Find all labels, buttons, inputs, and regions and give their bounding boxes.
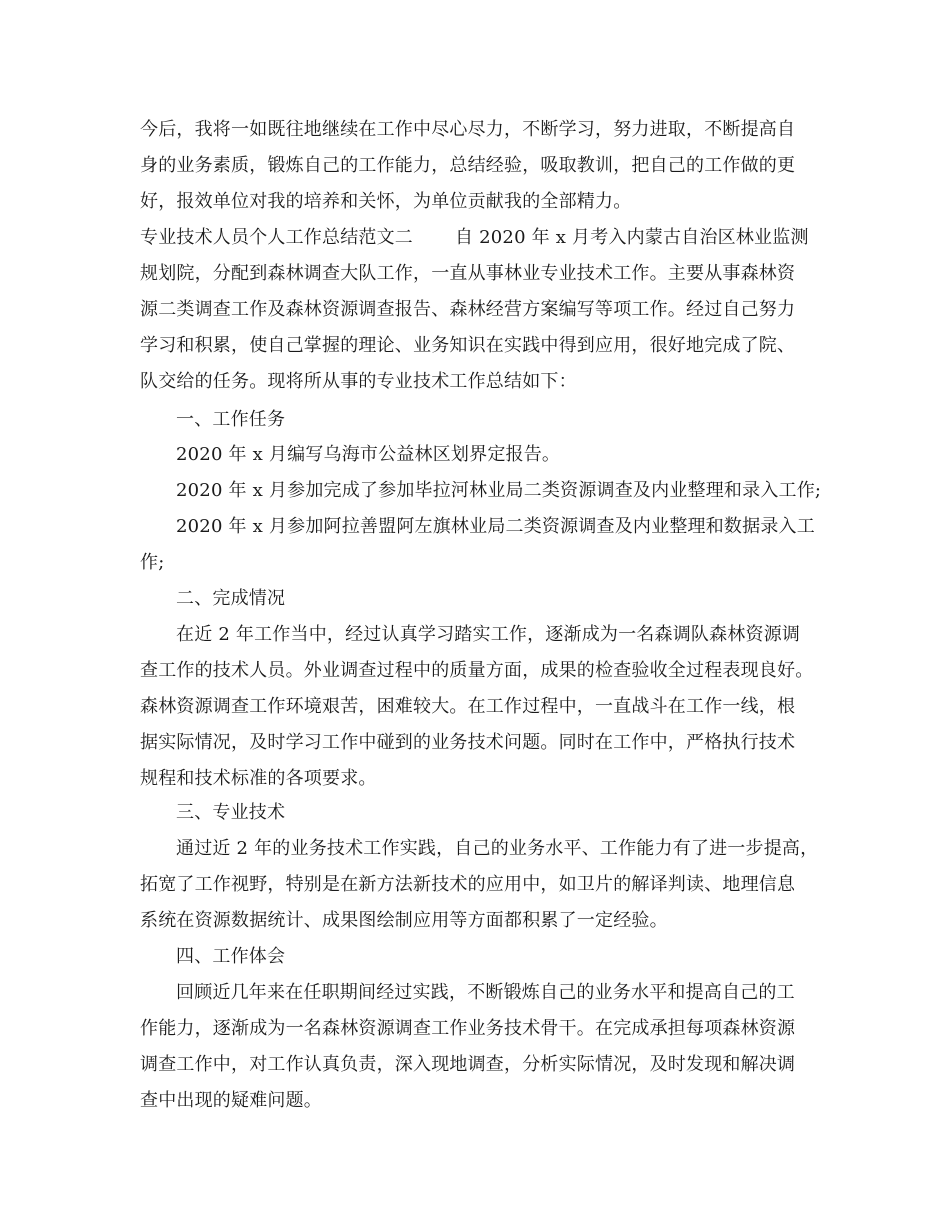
intro-first-line: 自 2020 年 x 月考入内蒙古自治区林业监测 xyxy=(455,227,809,248)
task-line: 2020 年 x 月参加完成了参加毕拉河林业局二类资源调查及内业整理和录入工作; xyxy=(176,480,822,501)
paragraph-line: 回顾近几年来在任职期间经过实践，不断锻炼自己的业务水平和提高自己的工 xyxy=(176,982,795,1003)
paragraph-line: 森林资源调查工作环境艰苦，困难较大。在工作过程中，一直战斗在工作一线，根 xyxy=(140,696,796,717)
section-heading: 一、工作任务 xyxy=(176,409,286,430)
paragraph-line: 在近 2 年工作当中，经过认真学习踏实工作，逐渐成为一名森调队森林资源调 xyxy=(176,624,801,645)
task-line: 2020 年 x 月编写乌海市公益林区划界定报告。 xyxy=(176,444,561,465)
section-heading: 二、完成情况 xyxy=(176,588,286,609)
paragraph-line: 查中出现的疑难问题。 xyxy=(140,1090,322,1111)
paragraph-line: 身的业务素质，锻炼自己的工作能力，总结经验，吸取教训，把自己的工作做的更 xyxy=(140,155,796,176)
paragraph-line: 规程和技术标准的各项要求。 xyxy=(140,768,377,789)
paragraph-line: 据实际情况，及时学习工作中碰到的业务技术问题。同时在工作中，严格执行技术 xyxy=(140,732,796,753)
document-title: 专业技术人员个人工作总结范文二 xyxy=(140,227,413,248)
section-heading: 三、专业技术 xyxy=(176,802,286,823)
section-heading: 四、工作体会 xyxy=(176,946,286,967)
paragraph-line: 系统在资源数据统计、成果图绘制应用等方面都积累了一定经验。 xyxy=(140,910,668,931)
paragraph-line: 规划院，分配到森林调查大队工作，一直从事林业专业技术工作。主要从事森林资 xyxy=(140,263,796,284)
paragraph-line: 查工作的技术人员。外业调查过程中的质量方面，成果的检查验收全过程表现良好。 xyxy=(140,660,814,681)
paragraph-line: 拓宽了工作视野，特别是在新方法新技术的应用中，如卫片的解译判读、地理信息 xyxy=(140,874,796,895)
paragraph-line: 源二类调查工作及森林资源调查报告、森林经营方案编写等项工作。经过自己努力 xyxy=(140,299,796,320)
paragraph-line: 通过近 2 年的业务技术工作实践，自己的业务水平、工作能力有了进一步提高， xyxy=(176,838,819,859)
paragraph-line: 好，报效单位对我的培养和关怀，为单位贡献我的全部精力。 xyxy=(140,191,632,212)
task-line: 作; xyxy=(140,552,165,573)
paragraph-line: 队交给的任务。现将所从事的专业技术工作总结如下： xyxy=(140,371,577,392)
paragraph-line: 调查工作中，对工作认真负责，深入现地调查，分析实际情况，及时发现和解决调 xyxy=(140,1054,796,1075)
title-line xyxy=(140,226,820,250)
task-line: 2020 年 x 月参加阿拉善盟阿左旗林业局二类资源调查及内业整理和数据录入工 xyxy=(176,516,815,537)
paragraph-line: 今后，我将一如既往地继续在工作中尽心尽力，不断学习，努力进取，不断提高自 xyxy=(140,119,796,140)
paragraph-line: 学习和积累，使自己掌握的理论、业务知识在实践中得到应用，很好地完成了院、 xyxy=(140,335,796,356)
paragraph-line: 作能力，逐渐成为一名森林资源调查工作业务技术骨干。在完成承担每项森林资源 xyxy=(140,1018,796,1039)
